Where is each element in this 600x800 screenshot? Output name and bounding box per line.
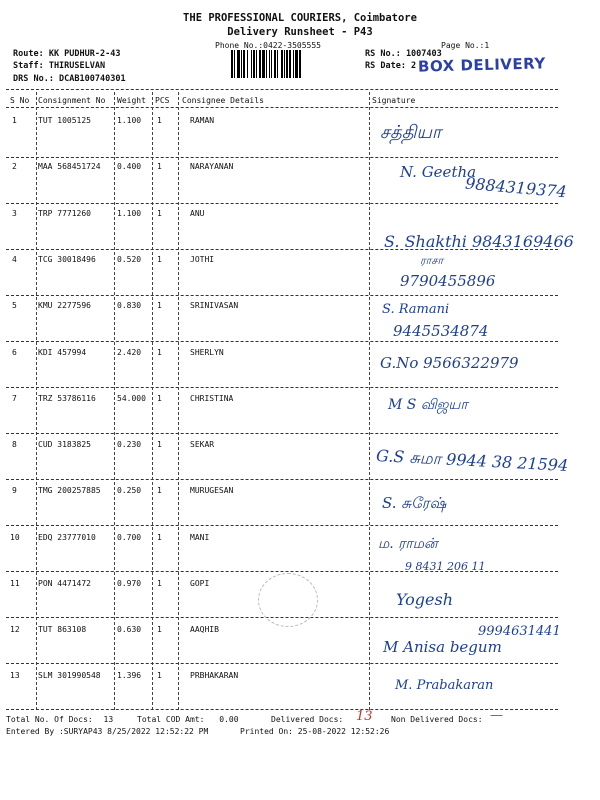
row-consignee: NARAYANAN bbox=[190, 162, 234, 171]
row-sno: 12 bbox=[10, 625, 20, 634]
row-pcs: 1 bbox=[157, 625, 162, 634]
row-consignment: TMG 200257885 bbox=[38, 486, 101, 495]
row-consignee: PRBHAKARAN bbox=[190, 671, 239, 680]
row-weight: 1.100 bbox=[117, 116, 142, 125]
row-consignee: SRINIVASAN bbox=[190, 301, 239, 310]
row-weight: 0.700 bbox=[117, 533, 142, 542]
footer-total-cod bbox=[137, 715, 239, 724]
row-sno: 4 bbox=[12, 255, 17, 264]
total-docs-value: 13 bbox=[103, 715, 114, 724]
footer-non-delivered bbox=[391, 715, 483, 724]
signature-row-13: M. Prabakaran bbox=[395, 678, 494, 693]
signature-row-7: M S விஜயா bbox=[388, 397, 468, 413]
col-sno: S No bbox=[10, 96, 30, 105]
header-divider bbox=[6, 89, 558, 90]
row-weight: 0.830 bbox=[117, 301, 142, 310]
col-weight: Weight bbox=[117, 96, 146, 105]
row-pcs: 1 bbox=[157, 162, 162, 171]
row-pcs: 1 bbox=[157, 486, 162, 495]
row-consignment: PON 4471472 bbox=[38, 579, 91, 588]
row-weight: 0.230 bbox=[117, 440, 142, 449]
barcode bbox=[231, 50, 355, 78]
total-docs-label: Total No. Of Docs: bbox=[6, 715, 93, 724]
signature-row-5-phone: 9445534874 bbox=[393, 322, 489, 340]
row-consignment: KMU 2277596 bbox=[38, 301, 91, 310]
col-signature: Signature bbox=[372, 96, 416, 105]
row-pcs: 1 bbox=[157, 348, 162, 357]
row-consignee: SEKAR bbox=[190, 440, 215, 449]
row-consignee: CHRISTINA bbox=[190, 394, 234, 403]
signature-row-8: G.S சுமா 9944 38 21594 bbox=[375, 445, 569, 476]
row-divider bbox=[6, 479, 558, 480]
footer-delivered bbox=[271, 715, 343, 724]
row-divider bbox=[6, 709, 558, 710]
delivered-docs-handwritten: 13 bbox=[356, 709, 373, 724]
row-divider bbox=[6, 387, 558, 388]
row-consignee: ANU bbox=[190, 209, 205, 218]
signature-row-4-name: ராசா bbox=[420, 254, 444, 267]
total-cod-value: 0.00 bbox=[219, 715, 239, 724]
faint-stamp-ring bbox=[258, 573, 318, 627]
signature-row-2-name: N. Geetha bbox=[400, 163, 477, 181]
row-weight: 1.396 bbox=[117, 671, 142, 680]
box-delivery-stamp: BOX DELIVERY bbox=[417, 54, 546, 76]
row-sno: 10 bbox=[10, 533, 20, 542]
route-label: Route: KK PUDHUR-2-43 bbox=[13, 49, 121, 59]
row-weight: 0.400 bbox=[117, 162, 142, 171]
row-sno: 5 bbox=[12, 301, 17, 310]
row-divider bbox=[6, 341, 558, 342]
row-consignment: SLM 301990548 bbox=[38, 671, 101, 680]
row-weight: 2.420 bbox=[117, 348, 142, 357]
non-delivered-handwritten: — bbox=[490, 708, 503, 723]
row-pcs: 1 bbox=[157, 394, 162, 403]
rs-number: RS No.: 1007403 bbox=[365, 49, 442, 59]
signature-row-5-name: S. Ramani bbox=[382, 302, 450, 317]
signature-row-10-phone: 9 8431 206 11 bbox=[405, 560, 486, 573]
row-consignment: MAA 568451724 bbox=[38, 162, 101, 171]
footer-total-docs bbox=[6, 715, 113, 724]
col-consignee: Consignee Details bbox=[182, 96, 264, 105]
drs-number: DRS No.: DCAB100740301 bbox=[13, 74, 126, 84]
row-consignment: EDQ 23777010 bbox=[38, 533, 96, 542]
row-pcs: 1 bbox=[157, 209, 162, 218]
row-sno: 9 bbox=[12, 486, 17, 495]
signature-row-1: சத்தியா bbox=[380, 122, 442, 143]
row-pcs: 1 bbox=[157, 440, 162, 449]
row-consignment: TCG 30018496 bbox=[38, 255, 96, 264]
signature-row-9: S. சுரேஷ் bbox=[382, 494, 447, 512]
signature-row-12-name: M Anisa begum bbox=[383, 638, 502, 656]
signature-row-2-phone: 9884319374 bbox=[464, 173, 568, 202]
row-divider bbox=[6, 433, 558, 434]
row-consignee: GOPI bbox=[190, 579, 210, 588]
row-consignee: SHERLYN bbox=[190, 348, 224, 357]
row-pcs: 1 bbox=[157, 579, 162, 588]
row-pcs: 1 bbox=[157, 255, 162, 264]
signature-row-4-phone: 9790455896 bbox=[400, 272, 496, 290]
runsheet-subtitle: Delivery Runsheet - P43 bbox=[227, 26, 373, 38]
signature-row-10-name: ம. ராமன் bbox=[378, 536, 438, 552]
row-divider bbox=[6, 157, 558, 158]
row-weight: 0.250 bbox=[117, 486, 142, 495]
row-divider bbox=[6, 525, 558, 526]
row-divider bbox=[6, 295, 558, 296]
row-pcs: 1 bbox=[157, 301, 162, 310]
row-consignee: JOTHI bbox=[190, 255, 215, 264]
row-pcs: 1 bbox=[157, 533, 162, 542]
row-pcs: 1 bbox=[157, 116, 162, 125]
row-consignee: RAMAN bbox=[190, 116, 215, 125]
rs-date: RS Date: 2 bbox=[365, 61, 417, 71]
non-delivered-label: Non Delivered Docs: bbox=[391, 715, 483, 724]
entered-by: Entered By :SURYAP43 8/25/2022 12:52:22 PM bbox=[6, 727, 209, 736]
row-consignee: MANI bbox=[190, 533, 210, 542]
row-consignment: TUT 1005125 bbox=[38, 116, 91, 125]
row-consignment: TRZ 53786116 bbox=[38, 394, 96, 403]
signature-row-11: Yogesh bbox=[396, 590, 454, 609]
page-title: THE PROFESSIONAL COURIERS, Coimbatore bbox=[183, 12, 417, 24]
row-weight: 1.100 bbox=[117, 209, 142, 218]
row-sno: 13 bbox=[10, 671, 20, 680]
row-sno: 2 bbox=[12, 162, 17, 171]
row-weight: 0.520 bbox=[117, 255, 142, 264]
row-consignment: TUT 863108 bbox=[38, 625, 87, 634]
row-sno: 1 bbox=[12, 116, 17, 125]
row-consignee: AAQHIB bbox=[190, 625, 219, 634]
printed-on: Printed On: 25-08-2022 12:52:26 bbox=[240, 727, 390, 736]
signature-row-3: S. Shakthi 9843169466 bbox=[384, 232, 574, 251]
row-consignment: CUD 3183825 bbox=[38, 440, 91, 449]
row-sno: 7 bbox=[12, 394, 17, 403]
row-divider bbox=[6, 203, 558, 204]
signature-row-6: G.No 9566322979 bbox=[380, 354, 519, 372]
row-consignment: KDI 457994 bbox=[38, 348, 87, 357]
row-weight: 0.970 bbox=[117, 579, 142, 588]
phone-number: Phone No.:0422-3505555 bbox=[215, 41, 321, 50]
row-sno: 11 bbox=[10, 579, 20, 588]
signature-row-12-phone: 9994631441 bbox=[478, 624, 561, 639]
row-pcs: 1 bbox=[157, 671, 162, 680]
col-pcs: PCS bbox=[155, 96, 170, 105]
row-consignment: TRP 7771260 bbox=[38, 209, 91, 218]
staff-label: Staff: THIRUSELVAN bbox=[13, 61, 106, 71]
col-consignment: Consignment No bbox=[38, 96, 106, 105]
delivered-docs-label: Delivered Docs: bbox=[271, 715, 344, 724]
row-sno: 3 bbox=[12, 209, 17, 218]
page-number: Page No.:1 bbox=[441, 41, 490, 50]
total-cod-label: Total COD Amt: bbox=[137, 715, 205, 724]
row-weight: 0.630 bbox=[117, 625, 142, 634]
row-sno: 8 bbox=[12, 440, 17, 449]
column-header-divider bbox=[6, 107, 558, 108]
row-weight: 54.000 bbox=[117, 394, 146, 403]
row-consignee: MURUGESAN bbox=[190, 486, 234, 495]
row-sno: 6 bbox=[12, 348, 17, 357]
row-divider bbox=[6, 663, 558, 664]
